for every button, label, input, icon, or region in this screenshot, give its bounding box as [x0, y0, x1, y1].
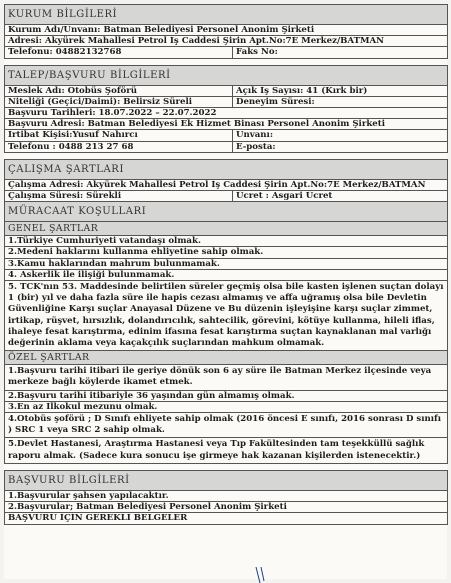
talep-adresi: Başvuru Adresi: Batman Belediyesi Ek Hizmet Binası Personel Anonim Şirketi	[5, 119, 448, 130]
genel-sart-4: 4. Askerlik ile ilişiği bulunmamak.	[5, 269, 448, 280]
talep-irtibat: İrtibat Kişisi:Yusuf Nahırcı	[5, 130, 233, 141]
basvuru-item-1: 1.Başvurular şahsen yapılacaktır.	[5, 490, 448, 501]
kurum-telefon: Telefonu: 04882132768	[5, 47, 233, 58]
ozel-sart-4: 4.Otobüs şoförü ; D Sınıfı ehliyete sahip olmak (2016 öncesi E sınıfı, 2016 sonrası D sınıfı ) SRC 1 veya SRC 2 sahip olmak.	[5, 413, 448, 438]
genel-sart-1: 1.Türkiye Cumhuriyeti vatandaşı olmak.	[5, 236, 448, 247]
ozel-sart-1: 1.Başvuru tarihi itibari ile geriye dönük son 6 ay süre ile Batman Merkez ilçesinde veya merkeze bağlı köylerde ikamet etmek.	[5, 365, 448, 390]
section-muracaat-title: MÜRACAAT KOŞULLARI	[5, 202, 448, 222]
genel-sart-2: 2.Medeni haklarını kullanma ehliyetine sahip olmak.	[5, 247, 448, 258]
basvuru-belgeler-title: BAŞVURU İÇİN GEREKLİ BELGELER	[5, 513, 448, 524]
calisma-ucret: Ücret : Asgari Ücret	[233, 191, 448, 202]
section-calisma-title: ÇALIŞMA ŞARTLARI	[5, 159, 448, 179]
kurum-adres: Adresi: Akyürek Mahallesi Petrol İş Caddesi Şirin Apt.No:7E Merkez/BATMAN	[5, 36, 448, 47]
ozel-sart-3: 3.En az İlkokul mezunu olmak.	[5, 401, 448, 412]
kurum-adi: Kurum Adı/Unvanı: Batman Belediyesi Personel Anonim Şirketi	[5, 25, 448, 36]
genel-sart-5: 5. TCK'nın 53. Maddesinde belirtilen süreler geçmiş olsa bile kasten işlenen suçtan dolayı 1 (bir) yıl ve daha fazla süre ile hapis cezası almamış ve affa uğramış olsa bile Devletin Güvenliğine Karşı suçlar Anayasal Düzene ve Bu düzenin işleyişine karşı suçlar zimmet, irtikap, rüşvet, hırsızlık, dolandırıcılık, sahtecilik, görevini, kötüye kullanma, hileli iflas, ihaleye fesat karıştırma, edinim ifasına fesat karıştırma suçtan kaynaklanan mal varlığı değerinin aklama veya kaçakçılık suçlarından mahkum olmamak.	[5, 281, 448, 351]
talep-niteligi: Niteliği (Geçici/Daimi): Belirsiz Süreli	[5, 96, 233, 107]
talep-deneyim: Deneyim Süresi:	[233, 96, 448, 107]
genel-sartlar-title: GENEL ŞARTLAR	[5, 222, 448, 236]
talep-unvani: Unvanı:	[233, 130, 448, 141]
talep-eposta: E-posta:	[233, 141, 448, 152]
genel-sart-3: 3.Kamu haklarından mahrum bulunmamak.	[5, 258, 448, 269]
section-basvuru-title: BAŞVURU BİLGİLERİ	[5, 470, 448, 490]
calisma-suresi: Çalışma Süresi: Sürekli	[5, 191, 233, 202]
kurum-faks: Faks No:	[233, 47, 448, 58]
talep-meslek: Meslek Adı: Otobüs Şoförü	[5, 85, 233, 96]
talep-acik-is: Açık İş Sayısı: 41 (Kırk bir)	[233, 85, 448, 96]
form-table	[4, 4, 448, 525]
section-kurum-title: KURUM BİLGİLERİ	[5, 5, 448, 25]
job-posting-form	[4, 4, 447, 579]
ozel-sartlar-title: ÖZEL ŞARTLAR	[5, 351, 448, 365]
pen-mark-icon	[254, 567, 268, 583]
ozel-sart-5: 5.Devlet Hastanesi, Araştırma Hastanesi veya Tıp Fakültesinden tam teşekküllü sağlık raporu almak. (Sadece kura sonucu işe girmeye hak kazanan kişilerden istenecektir.)	[5, 438, 448, 463]
section-talep-title: TALEP/BAŞVURU BİLGİLERİ	[5, 65, 448, 85]
talep-tarihleri: Başvuru Tarihleri: 18.07.2022 – 22.07.2022	[5, 108, 448, 119]
basvuru-item-2: 2.Başvurular; Batman Belediyesi Personel Anonim Şirketi	[5, 502, 448, 513]
ozel-sart-2: 2.Başvuru tarihi itibariyle 36 yaşından gün almamış olmak.	[5, 390, 448, 401]
calisma-adresi: Çalışma Adresi: Akyürek Mahallesi Petrol İş Caddesi Şirin Apt.No:7E Merkez/BATMAN	[5, 179, 448, 190]
talep-telefonu: Telefonu : 0488 213 27 68	[5, 141, 233, 152]
